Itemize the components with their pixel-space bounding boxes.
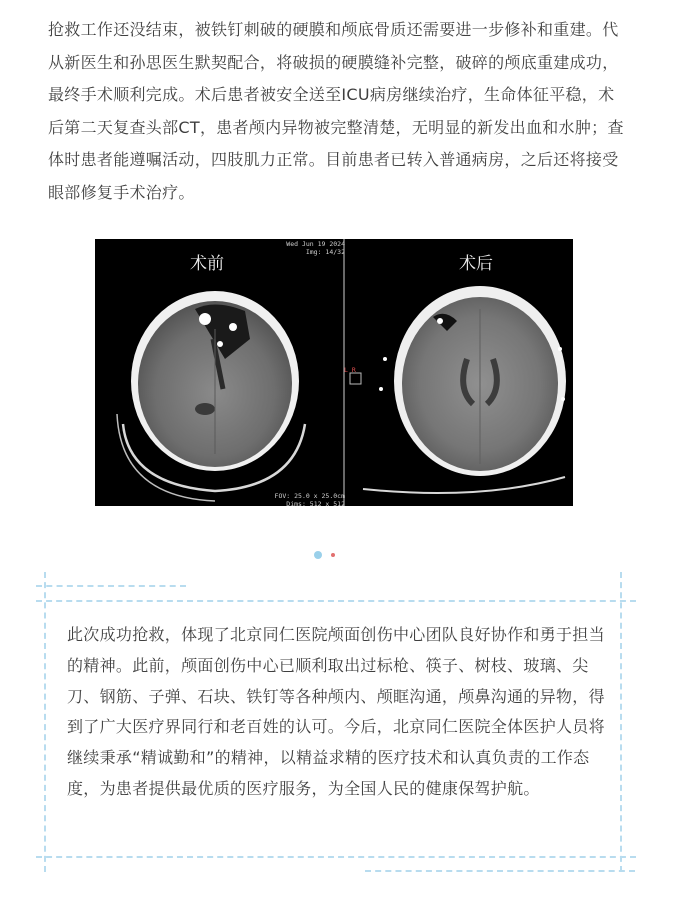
intro-paragraph: 抢救工作还没结束，被铁钉刺破的硬膜和颅底骨质还需要进一步修补和重建。代从新医生和孙思医生默契配合，将破损的硬膜缝补完整，破碎的颅底重建成功，最终手术顺利完成。术后患者被安全送至ICU病房继续治疗，生命体征平稳，术后第二天复查头部CT，患者颅内异物被完整清楚，无明显的新发出血和水肿；查体时患者能遵嘱活动，四肢肌力正常。目前患者已转入普通病房，之后还将接受眼部修复手术治疗。 xyxy=(48,20,624,202)
scan-date: Wed Jun 19 2024 xyxy=(286,240,345,248)
carousel-dot-2[interactable] xyxy=(331,553,335,557)
preop-label: 术前 xyxy=(190,254,224,274)
image-index: Img: 14/32 xyxy=(305,248,345,256)
postop-label: 术后 xyxy=(459,254,493,274)
ct-scan-comparison-image[interactable] xyxy=(95,239,573,506)
frame-right-line xyxy=(620,572,622,872)
frame-left-line xyxy=(44,572,46,872)
side-marker: L R xyxy=(344,366,356,374)
ct-scan-graphic xyxy=(95,239,573,506)
carousel-dot-1[interactable] xyxy=(314,551,322,559)
frame-bottom-line xyxy=(36,856,636,858)
frame-bottom-short-line xyxy=(365,870,635,872)
fov-label: FOV: 25.0 x 25.0cm xyxy=(274,492,345,500)
outro-paragraph: 此次成功抢救，体现了北京同仁医院颅面创伤中心团队良好协作和勇于担当的精神。此前，颅面创伤中心已顺利取出过标枪、筷子、树枝、玻璃、尖刀、钢筋、子弹、石块、铁钉等各种颅内、颅眶沟通，颅鼻沟通的异物，得到了广大医疗界同行和老百姓的认可。今后，北京同仁医院全体医护人员将继续秉承“精诚勤和”的精神，以精益求精的医疗技术和认真负责的工作态度，为患者提供最优质的医疗服务，为全国人民的健康保驾护航。 xyxy=(67,625,605,798)
frame-top-line xyxy=(36,600,636,602)
frame-top-short-line xyxy=(36,585,186,587)
ct-meta-top xyxy=(286,240,345,256)
ct-meta-bottom xyxy=(275,492,345,506)
carousel-indicator xyxy=(314,551,335,559)
preop-scan xyxy=(117,291,305,501)
postop-scan xyxy=(363,286,566,493)
dims-label: Dims: 512 x 512 xyxy=(286,500,345,506)
